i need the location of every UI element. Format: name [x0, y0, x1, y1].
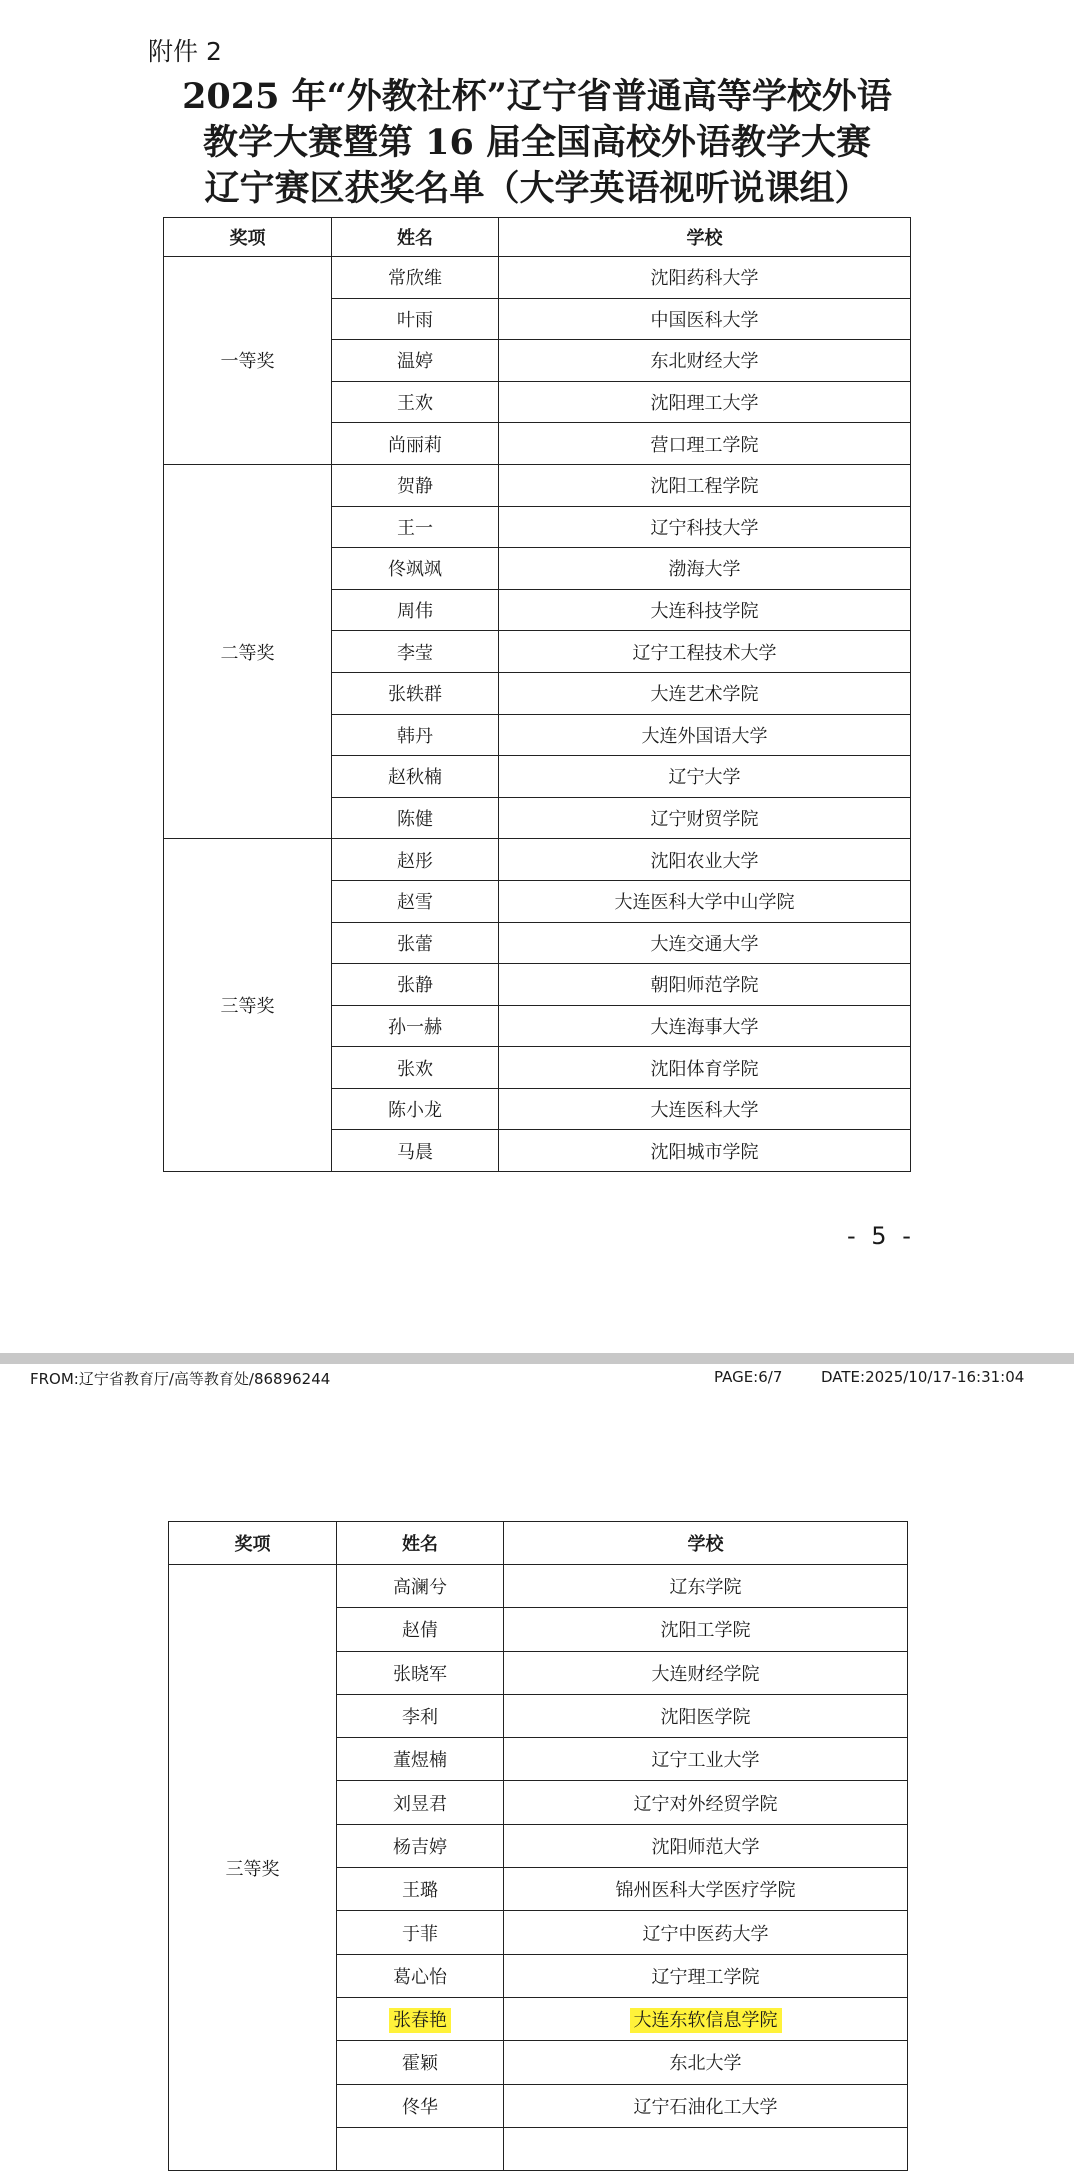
school-cell: 辽宁理工学院 — [504, 1954, 908, 1997]
name-cell: 马晨 — [332, 1130, 499, 1172]
school-cell — [504, 2127, 908, 2170]
header-school: 学校 — [499, 218, 911, 257]
name-cell: 常欣维 — [332, 257, 499, 299]
name-cell: 葛心怡 — [337, 1954, 504, 1997]
header-name: 姓名 — [337, 1522, 504, 1565]
name-cell: 董煜楠 — [337, 1738, 504, 1781]
school-cell: 大连医科大学中山学院 — [499, 880, 911, 922]
name-cell: 贺静 — [332, 464, 499, 506]
header-name: 姓名 — [332, 218, 499, 257]
table-row — [164, 839, 911, 881]
highlighted-school: 大连东软信息学院 — [630, 2008, 782, 2033]
name-cell: 张轶群 — [332, 672, 499, 714]
table-header-row — [164, 218, 911, 257]
header-award: 奖项 — [164, 218, 332, 257]
school-cell: 渤海大学 — [499, 548, 911, 590]
name-cell: 赵雪 — [332, 880, 499, 922]
name-cell: 李莹 — [332, 631, 499, 673]
award-cell: 三等奖 — [164, 839, 332, 1172]
title-line-1: 2025 年“外教社杯”辽宁省普通高等学校外语 — [182, 76, 892, 117]
name-cell: 佟华 — [337, 2084, 504, 2127]
school-cell: 沈阳药科大学 — [499, 257, 911, 299]
school-cell: 营口理工学院 — [499, 423, 911, 465]
school-cell: 沈阳体育学院 — [499, 1047, 911, 1089]
name-cell: 赵彤 — [332, 839, 499, 881]
school-cell: 沈阳农业大学 — [499, 839, 911, 881]
fax-date: DATE:2025/10/17-16:31:04 — [821, 1368, 1025, 1386]
name-cell: 赵秋楠 — [332, 756, 499, 798]
school-cell: 辽宁工业大学 — [504, 1738, 908, 1781]
award-cell: 一等奖 — [164, 257, 332, 465]
awards-table-page2 — [168, 1521, 908, 2171]
name-cell: 杨吉婷 — [337, 1824, 504, 1867]
highlighted-name: 张春艳 — [389, 2008, 451, 2033]
name-cell: 张欢 — [332, 1047, 499, 1089]
school-cell: 锦州医科大学医疗学院 — [504, 1868, 908, 1911]
name-cell: 周伟 — [332, 589, 499, 631]
school-cell: 沈阳医学院 — [504, 1694, 908, 1737]
name-cell: 张静 — [332, 964, 499, 1006]
school-cell: 大连财经学院 — [504, 1651, 908, 1694]
school-cell: 沈阳工学院 — [504, 1608, 908, 1651]
school-cell: 辽宁石油化工大学 — [504, 2084, 908, 2127]
name-cell: 霍颖 — [337, 2041, 504, 2084]
name-cell: 佟飒飒 — [332, 548, 499, 590]
school-cell: 大连外国语大学 — [499, 714, 911, 756]
school-cell: 辽宁大学 — [499, 756, 911, 798]
name-cell: 孙一赫 — [332, 1005, 499, 1047]
name-cell — [337, 2127, 504, 2170]
name-cell: 于菲 — [337, 1911, 504, 1954]
name-cell — [337, 1997, 504, 2040]
school-cell: 东北大学 — [504, 2041, 908, 2084]
school-cell: 大连科技学院 — [499, 589, 911, 631]
fax-page: PAGE:6/7 — [714, 1368, 783, 1386]
school-cell: 辽宁科技大学 — [499, 506, 911, 548]
name-cell: 温婷 — [332, 340, 499, 382]
school-cell: 东北财经大学 — [499, 340, 911, 382]
name-cell: 叶雨 — [332, 298, 499, 340]
award-cell: 二等奖 — [164, 464, 332, 838]
school-cell: 沈阳理工大学 — [499, 381, 911, 423]
school-cell: 大连海事大学 — [499, 1005, 911, 1047]
name-cell: 尚丽莉 — [332, 423, 499, 465]
school-cell: 辽宁财贸学院 — [499, 797, 911, 839]
document-title — [0, 74, 1074, 212]
table-row — [164, 464, 911, 506]
header-school: 学校 — [504, 1522, 908, 1565]
school-cell: 沈阳师范大学 — [504, 1824, 908, 1867]
table-header-row — [169, 1522, 908, 1565]
name-cell: 王一 — [332, 506, 499, 548]
attachment-label: 附件 2 — [148, 37, 222, 66]
school-cell: 沈阳城市学院 — [499, 1130, 911, 1172]
name-cell: 王欢 — [332, 381, 499, 423]
school-cell: 辽宁对外经贸学院 — [504, 1781, 908, 1824]
name-cell: 韩丹 — [332, 714, 499, 756]
title-line-3: 辽宁赛区获奖名单（大学英语视听说课组） — [204, 168, 870, 209]
name-cell: 张蕾 — [332, 922, 499, 964]
award-cell: 三等奖 — [169, 1565, 337, 2171]
school-cell: 沈阳工程学院 — [499, 464, 911, 506]
table-row — [164, 257, 911, 299]
school-cell: 辽宁中医药大学 — [504, 1911, 908, 1954]
name-cell: 陈健 — [332, 797, 499, 839]
fax-from: FROM:辽宁省教育厅/高等教育处/86896244 — [30, 1370, 331, 1388]
school-cell: 大连艺术学院 — [499, 672, 911, 714]
name-cell: 张晓军 — [337, 1651, 504, 1694]
name-cell: 陈小龙 — [332, 1088, 499, 1130]
school-cell: 大连医科大学 — [499, 1088, 911, 1130]
school-cell — [504, 1997, 908, 2040]
table-row — [169, 1565, 908, 1608]
school-cell: 辽宁工程技术大学 — [499, 631, 911, 673]
school-cell: 辽东学院 — [504, 1565, 908, 1608]
page-number: - 5 - — [847, 1222, 915, 1250]
school-cell: 朝阳师范学院 — [499, 964, 911, 1006]
name-cell: 高澜兮 — [337, 1565, 504, 1608]
header-award: 奖项 — [169, 1522, 337, 1565]
school-cell: 中国医科大学 — [499, 298, 911, 340]
name-cell: 刘昱君 — [337, 1781, 504, 1824]
school-cell: 大连交通大学 — [499, 922, 911, 964]
fax-divider — [0, 1353, 1074, 1364]
awards-table-page1 — [163, 217, 911, 1172]
name-cell: 李利 — [337, 1694, 504, 1737]
name-cell: 王璐 — [337, 1868, 504, 1911]
title-line-2: 教学大赛暨第 16 届全国高校外语教学大赛 — [202, 122, 872, 163]
name-cell: 赵倩 — [337, 1608, 504, 1651]
